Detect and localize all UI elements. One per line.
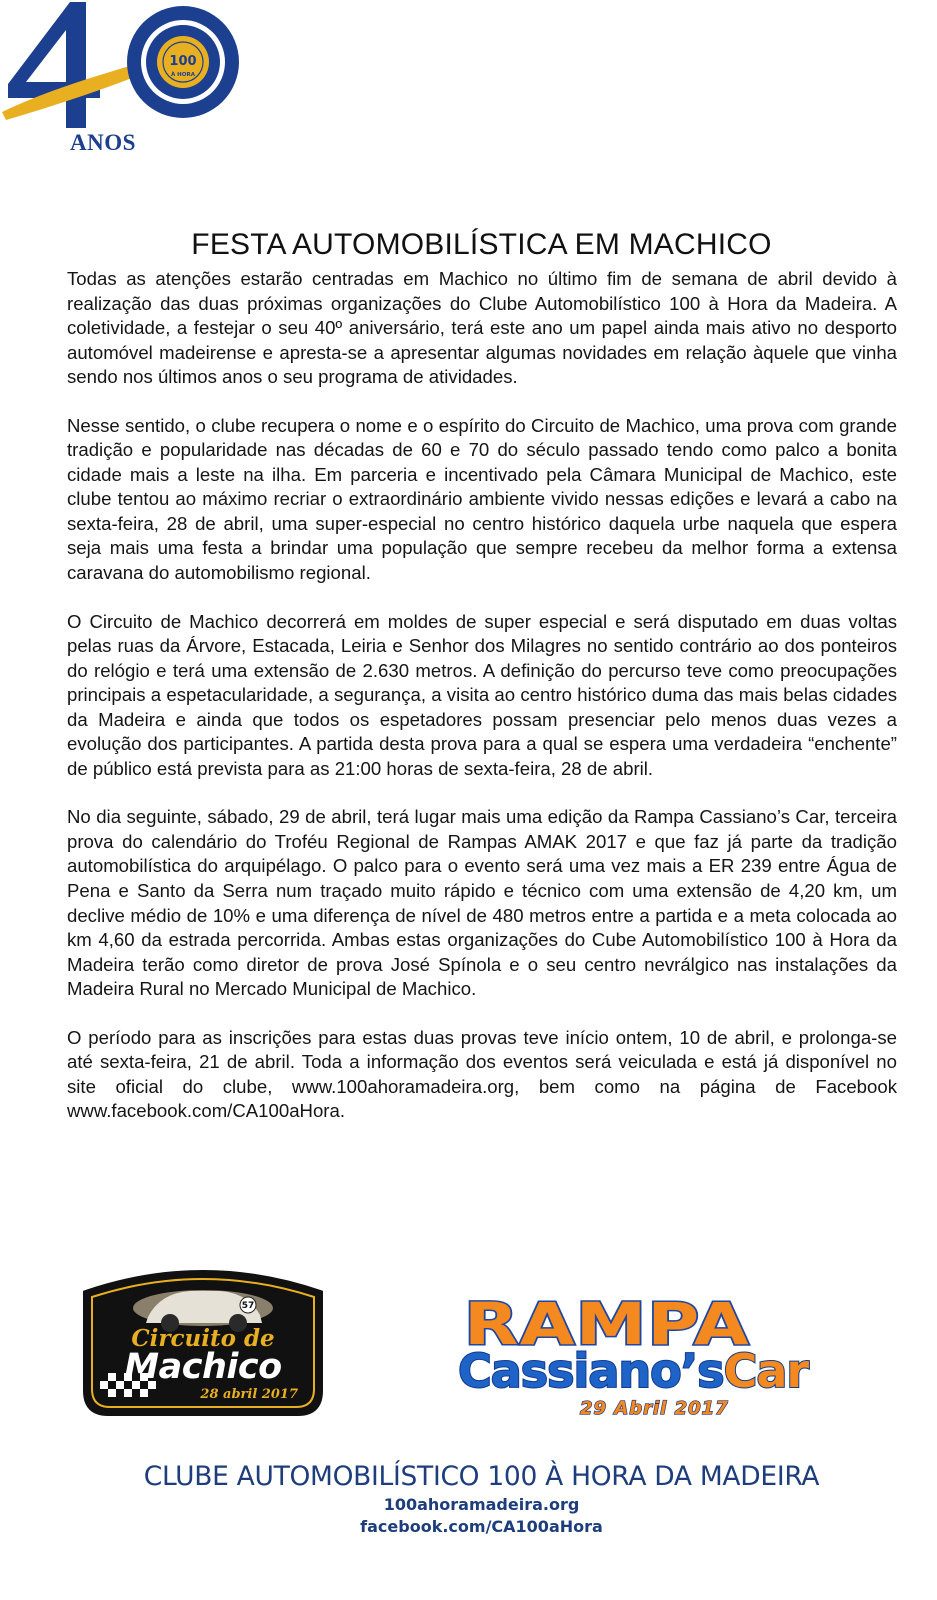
footer-club-name: CLUBE AUTOMOBILÍSTICO 100 À HORA DA MADEIRA [143,1461,820,1492]
paragraph: No dia seguinte, sábado, 29 de abril, terá lugar mais uma edição da Rampa Cassiano’s Car, terceira prova do calendário do Troféu Regional de Rampas AMAK 2017 e que faz já parte da tradição automobilística do arquipélago. O palco para o evento será uma vez mais a ER 239 entre Água de Pena e Santo da Serra num traçado muito rápido e técnico com uma extensão de 4,20 km, um declive médio de 10% e uma diferença de nível de 480 metros entre a partida e a meta colocada ao km 4,60 da estrada percorrida. Ambas estas organizações do Cube Automobilístico 100 à Hora da Madeira terão como diretor de prova José Spínola e o seu centro nevrálgico nas instalações da Madeira Rural no Mercado Municipal de Machico. [67,806,897,1000]
car-number: 57 [241,1301,255,1311]
rampa-word: RAMPA [464,1290,750,1358]
badge-line-machico: Machico [124,1347,282,1387]
paragraph: O período para as inscrições para estas duas provas teve início ontem, 10 de abril, e prolonga-se até sexta-feira, 21 de abril. Toda a informação dos eventos será veiculada e está já disponível no site oficial do clube, www.100ahoramadeira.org, bem como na página de Facebook www.facebook.com/CA100aHora. [67,1026,897,1122]
anniversary-logo [0,0,250,160]
paragraph: Nesse sentido, o clube recupera o nome e o espírito do Circuito de Machico, uma prova com grande tradição e popularidade nas décadas de 60 e 70 do século passado tendo como palco a bonita cidade mais a leste na ilha. Em parceria e incentivado pela Câmara Municipal de Machico, este clube tentou ao máximo recriar o extraordinário ambiente vivido nessas edições e levará a cabo na sexta-feira, 28 de abril, uma super-especial no centro histórico daquela urbe naquela que espera seja mais uma festa a brindar uma população que sempre recebeu da melhor forma a extensa caravana do automobilismo regional. [67,414,897,584]
footer-website-link[interactable]: 100ahoramadeira.org [383,1495,580,1514]
rampa-cassianos-logo [458,1290,898,1430]
paragraph: O Circuito de Machico decorrerá em moldes de super especial e será disputado em duas voltas pelas ruas da Árvore, Estacada, Leiria e Senhor dos Milagres no sentido contrário ao dos ponteiros do relógio e terá uma extensão de 2.630 metros. A definição do percurso teve como preocupações principais a espetacularidade, a segurança, a visita ao centro histórico duma das mais belas cidades da Madeira e ainda que todos os espetadores possam presenciar pelo menos duas vezes a evolução dos participantes. A partida desta prova para a qual se espera uma verdadeira “enchente” de público está prevista para as 21:00 horas de sexta-feira, 28 de abril. [67,610,897,779]
rampa-date: 29 Abril 2017 [580,1398,729,1419]
circuito-machico-badge [70,1263,336,1421]
badge-date: 28 abril 2017 [200,1387,298,1402]
car-word: Car [723,1344,809,1398]
paragraph: Todas as atenções estarão centradas em Machico no último fim de semana de abril devido à realização das duas próximas organizações do Clube Automobilístico 100 à Hora da Madeira. A coletividade, a festejar o seu 40º aniversário, terá este ano um papel ainda mais ativo no desporto automóvel madeirense e apresta-se a apresentar algumas novidades em relação àquele que vinha sendo nos últimos anos o seu programa de atividades. [67,268,897,388]
article-body [67,267,897,1148]
cassianos-car-line [458,1344,808,1398]
svg-text:100: 100 [169,54,197,69]
cassianos-word: Cassiano’s [458,1344,724,1398]
badge-line-circuito: Circuito de [131,1325,275,1352]
page-title: FESTA AUTOMOBILÍSTICA EM MACHICO [191,228,772,262]
footer-facebook-link[interactable]: facebook.com/CA100aHora [360,1517,603,1536]
anos-label: ANOS [70,130,136,155]
svg-text:À HORA: À HORA [171,72,195,78]
footer [0,1460,937,1538]
